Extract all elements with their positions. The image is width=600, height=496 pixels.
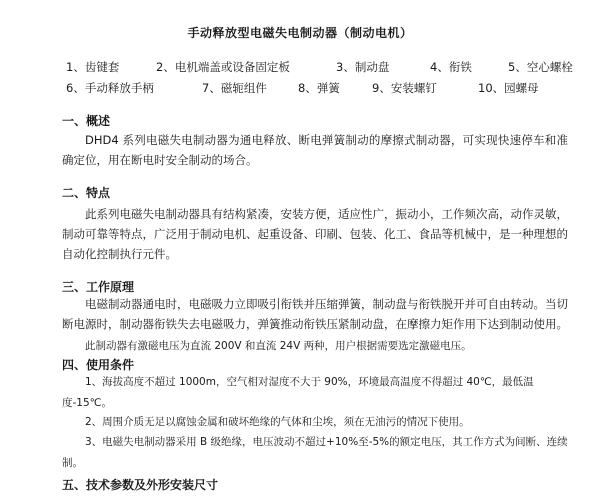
section-heading-features: 二、特点 [62, 186, 111, 200]
condition-item [62, 372, 568, 414]
section-heading-overview: 一、概述 [62, 114, 111, 128]
section-heading-conditions: 四、使用条件 [62, 358, 135, 372]
part-label: 9、安装螺钉 [372, 81, 437, 95]
document-title: 手动释放型电磁失电制动器（制动电机） [187, 26, 413, 40]
principle-text: 电磁制动器通电时，电磁吸力立即吸引衔铁并压缩弹簧，制动盘与衔铁脱开并可自由转动。当切断电源时，制动器衔铁失去电磁吸力，弹簧推动衔铁压紧制动盘，在摩擦力矩作用下达到制动使用。 [62, 297, 568, 331]
condition-text: 3、电磁失电制动器采用 B 级绝缘，电压波动不超过+10%至-5%的额定电压，其工作方式为间断、连续制。 [62, 436, 568, 469]
condition-text: 2、周围介质无足以腐蚀金属和破坏绝缘的气体和尘埃，须在无油污的情况下使用。 [85, 416, 470, 428]
principle-paragraph [62, 294, 568, 334]
part-label: 8、弹簧 [298, 81, 340, 95]
section-heading-principle: 三、工作原理 [62, 280, 135, 294]
principle-voltage-paragraph [62, 336, 568, 356]
condition-item [62, 412, 568, 433]
part-label: 2、电机端盖或设备固定板 [156, 60, 290, 74]
part-label: 4、衔铁 [430, 60, 472, 74]
condition-text: 1、海拔高度不超过 1000m，空气相对湿度不大于 90%，环境最高温度不得超过 40℃，最低温度-15℃。 [62, 376, 534, 409]
overview-text: DHD4 系列电磁失电制动器为通电释放、断电弹簧制动的摩擦式制动器，可实现快速停车和准确定位，用在断电时安全制动的场合。 [62, 133, 568, 167]
features-paragraph [62, 204, 568, 264]
part-label: 6、手动释放手柄 [66, 81, 154, 95]
part-label: 10、园螺母 [478, 81, 539, 95]
principle-voltage-text: 此制动器有激磁电压为直流 200V 和直流 24V 两种，用户根据需要选定激磁电压。 [85, 340, 472, 352]
part-label: 5、空心螺栓 [508, 60, 573, 74]
overview-paragraph [62, 130, 568, 170]
condition-item [62, 432, 568, 474]
section-heading-specs: 五、技术参数及外形安装尺寸 [62, 478, 219, 492]
part-label: 3、制动盘 [336, 60, 390, 74]
part-label: 1、齿键套 [66, 60, 120, 74]
features-text: 此系列电磁失电制动器具有结构紧凑，安装方便，适应性广，振动小，工作频次高，动作灵敏，制动可靠等特点，广泛用于制动电机、起重设备、印刷、包装、化工、食品等机械中，是一种理想的自动化控制执行元件。 [62, 207, 568, 261]
part-label: 7、磁轭组件 [202, 81, 267, 95]
